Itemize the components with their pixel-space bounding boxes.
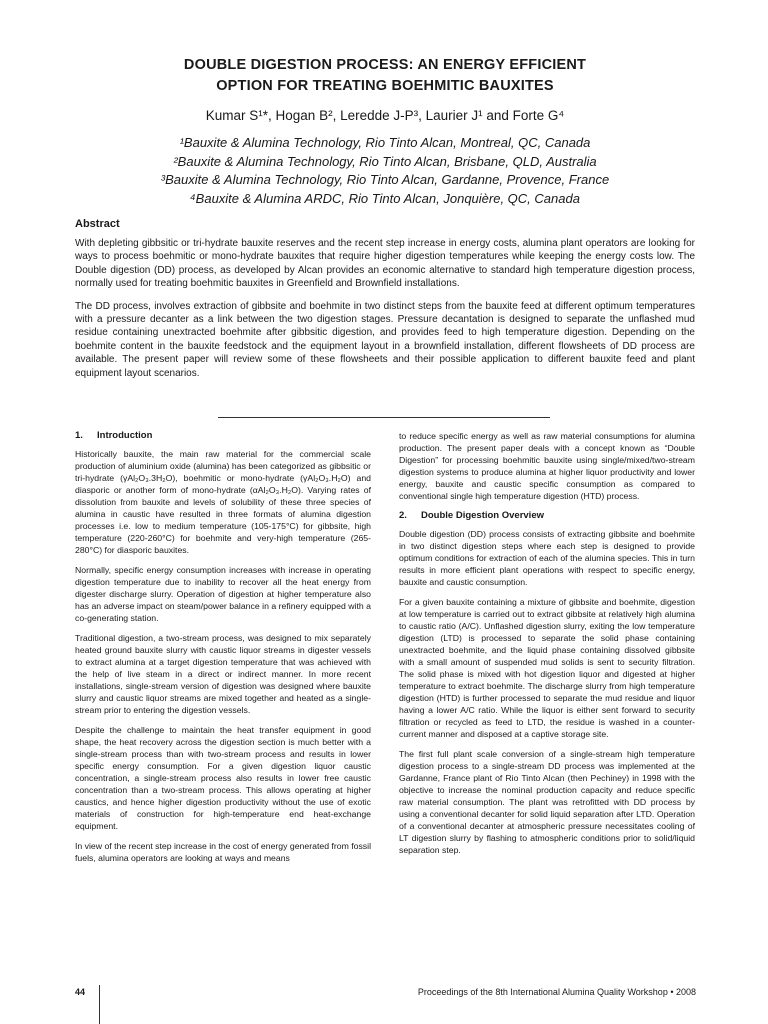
affiliations xyxy=(60,134,710,208)
overview-paragraph-3: The first full plant scale conversion of a single-stream high temperature digestion process to a single-stream DD process was implemented at the Gardanne, France plant of Rio Tinto Alcan (then Pechiney) in 1998 with the objective to increase the nominal production capacity and reduce specific raw material consumption. The plant was retrofitted with DD process by using a conventional decanter for solid liquid separation after LTD. Operation of a conventional decanter at atmospheric pressure necessitates cooling of LT digestion slurry by flashing to atmospheric conditions prior to solid/liquid separation step. xyxy=(399,749,695,855)
intro-paragraph-3: Traditional digestion, a two-stream process, was designed to mix separately heated ground bauxite slurry with caustic liquor streams in digester vessels to extract alumina at a target digestion temperature that was achieved with the help of live steam in a direct or indirect manner. In more recent installations, single-stream version of digestion was designed where bauxite slurry and caustic liquor streams are mixed together and heated as a single-stream prior to entering the digestion vessels. xyxy=(75,633,371,715)
intro-paragraph-5: In view of the recent step increase in the cost of energy generated from fossil fuels, alumina operators are looking at ways and means xyxy=(75,841,372,863)
affiliation-3: ³Bauxite & Alumina Technology, Rio Tinto Alcan, Gardanne, Provence, France xyxy=(160,172,610,187)
intro-paragraph-4: Despite the challenge to maintain the heat transfer equipment in good shape, the heat recovery across the digestion section is much better with a single-stream process than with two-stream process and results in lower specific energy consumption. For a given digestion liquor caustic concentration, a single-stream process also results in lower free caustic concentration than a two-stream process. This allows operating at higher caustics, and hence higher digestion productivity without the use of exotic materials of construction for high-temperature end heat-exchange equipment. xyxy=(75,725,371,831)
affiliation-1: ¹Bauxite & Alumina Technology, Rio Tinto Alcan, Montreal, QC, Canada xyxy=(179,135,591,150)
abstract-body xyxy=(75,237,695,389)
section-number: 1. xyxy=(75,430,83,441)
page-number: 44 xyxy=(75,987,86,997)
section-title: Introduction xyxy=(97,430,153,441)
abstract-paragraph-2: The DD process, involves extraction of gibbsite and boehmite in two distinct steps from the bauxite feed at different optimum temperatures with a pressure decanter as a link between the two digestion stages. Pressure decantation is designed to separate the unflashed mud residue containing unextracted boehmite after gibbsitic digestion, and provides feed to high temperature digestion. Depending on the boehmite content in the bauxite feedstock and the equipment layout in a brownfield installation, different flowsheets of DD process are available. The present paper will review some of these flowsheets and their possible application to different bauxite feed and plant equipment layout scenarios. xyxy=(75,300,695,379)
affiliation-2: ²Bauxite & Alumina Technology, Rio Tinto Alcan, Brisbane, QLD, Australia xyxy=(173,153,597,169)
left-column xyxy=(75,430,371,872)
footer-divider xyxy=(99,985,100,1024)
intro-paragraph-1: Historically bauxite, the main raw material for the commercial scale production of aluminium oxide (alumina) has been categorized as gibbsitic or tri-hydrate (γAl₂O₃.3H₂O), boehmitic or mono-hydrate (γAl₂O₃.H₂O) and diasporic or another form of mono-hydrate (αAl₂O₃.H₂O). Varying rates of dissolution from bauxite and levels of solubility of these three species of alumina in caustic have resulted in three formats of alumina digestion processes i.e. low to medium temperature (105-175°C) for gibbsite, high temperature (220-260°C) for boehmite and very-high temperature (265-280°C) for diasporic bauxites. xyxy=(75,449,371,555)
intro-paragraph-2: Normally, specific energy consumption increases with increase in operating digestion temperature due to inability to recover all the heat energy from digester discharge slurry. Operation of digestion at higher temperature also has an adverse impact on steam/power balance in a refinery equipped with a co-generating station. xyxy=(75,565,371,623)
section-heading-double-digestion xyxy=(399,510,695,522)
section-number: 2. xyxy=(399,510,407,521)
abstract-heading: Abstract xyxy=(75,218,120,230)
overview-paragraph-2: For a given bauxite containing a mixture of gibbsite and boehmite, digestion at low temperature is carried out to extract gibbsite at relatively high alumina to caustic ratio (A/C). Unflashed digestion slurry, exiting the low temperature digestion (LTD) is processed to separate the solid phase containing unextracted boehmite, and the liquid phase containing dissolved gibbsite with a small amount of suspended mud solids is sent to security filtration. The solid phase is mixed with hot digestion liquor and digested at higher temperature to extract boehmite. The discharge slurry from high temperature digestion (HTD) is further processed to separate the mud residue and liquor having a lower A/C ratio. While the liquor is either sent forward to security filtration or recycled as feed to LTD, the residue is washed in a counter-current manner and disposed at a captive storage site. xyxy=(399,597,695,739)
affiliation-4: ⁴Bauxite & Alumina ARDC, Rio Tinto Alcan, Jonquière, QC, Canada xyxy=(190,190,580,206)
abstract-paragraph-1: With depleting gibbsitic or tri-hydrate bauxite reserves and the recent step increase in energy costs, alumina plant operators are looking for ways to process boehmitic or mono-hydrate bauxites that require higher digestion temperatures while keeping the energy costs low. The Double digestion (DD) process, as developed by Alcan provides an economic alternative to standard high temperature digestion process, normally used for treating boehmitic bauxites in Greenfield and Brownfield installations. xyxy=(75,238,695,290)
section-divider xyxy=(218,417,550,418)
overview-paragraph-1: Double digestion (DD) process consists of extracting gibbsite and boehmite in two distinct digestion steps where each step is designed to provide optimum conditions for extraction of each of the alumina species. This in turn results in more efficient plant operations with respect to specific energy, bauxite and caustic consumption. xyxy=(399,529,695,587)
paper-title xyxy=(60,55,710,97)
intro-paragraph-continued: to reduce specific energy as well as raw material consumptions for alumina production. The present paper deals with a concept known as “Double Digestion” for processing boehmitic bauxite using single/mixed/two-stream digestion systems to produce alumina at higher liquor productivity and lower energy, bauxite and caustic specific consumption as compared to conventional single high temperature digestion (HTD) process. xyxy=(399,431,695,501)
right-column xyxy=(399,430,695,864)
section-title: Double Digestion Overview xyxy=(421,510,544,521)
section-heading-introduction xyxy=(75,430,371,442)
title-line-2: OPTION FOR TREATING BOEHMITIC BAUXITES xyxy=(216,78,554,94)
proceedings-footer: Proceedings of the 8th International Alumina Quality Workshop • 2008 xyxy=(417,987,696,997)
title-line-1: DOUBLE DIGESTION PROCESS: AN ENERGY EFFICIENT xyxy=(183,57,587,73)
author-list: Kumar S¹*, Hogan B², Leredde J-P³, Laurier J¹ and Forte G⁴ xyxy=(205,108,565,123)
